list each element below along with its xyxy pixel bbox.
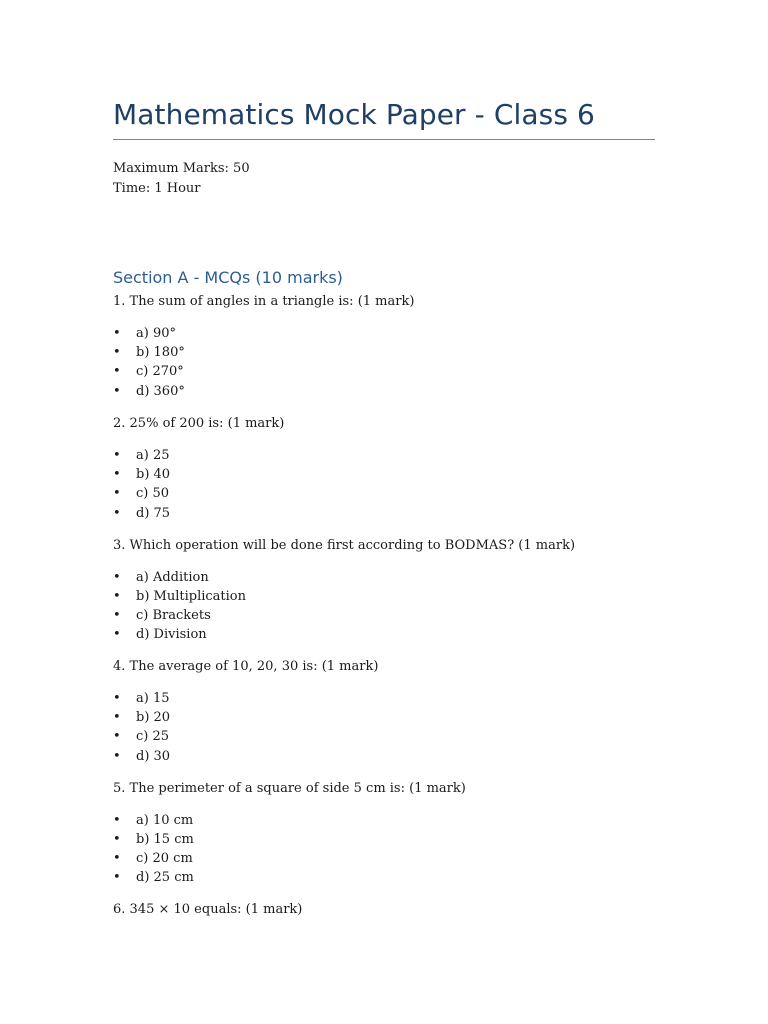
bullet-icon: • (113, 813, 121, 828)
page-title: Mathematics Mock Paper - Class 6 (113, 98, 595, 131)
option-label: a) Addition (136, 570, 209, 585)
question-3: 3. Which operation will be done first according to BODMAS? (1 mark) (113, 538, 576, 553)
option-label: b) 40 (136, 467, 171, 482)
bullet-icon: • (113, 364, 121, 379)
option-label: d) 30 (136, 749, 171, 764)
bullet-icon: • (113, 832, 121, 847)
bullet-icon: • (113, 384, 121, 399)
bullet-icon: • (113, 608, 121, 623)
section-a-heading: Section A - MCQs (10 marks) (113, 268, 343, 287)
option-label: a) 15 (136, 691, 170, 706)
option-label: a) 25 (136, 448, 170, 463)
bullet-icon: • (113, 486, 121, 501)
option-label: c) 20 cm (136, 851, 193, 866)
max-marks-line: Maximum Marks: 50 (113, 161, 250, 176)
option-label: a) 90° (136, 326, 176, 341)
bullet-icon: • (113, 448, 121, 463)
bullet-icon: • (113, 710, 121, 725)
bullet-icon: • (113, 326, 121, 341)
option-label: b) Multiplication (136, 589, 246, 604)
bullet-icon: • (113, 691, 121, 706)
option-label: b) 20 (136, 710, 171, 725)
title-divider (113, 139, 655, 140)
option-label: d) Division (136, 627, 207, 642)
option-label: d) 75 (136, 506, 171, 521)
option-label: c) Brackets (136, 608, 211, 623)
question-5: 5. The perimeter of a square of side 5 cm is: (1 mark) (113, 781, 466, 796)
bullet-icon: • (113, 589, 121, 604)
option-label: c) 270° (136, 364, 184, 379)
option-label: a) 10 cm (136, 813, 194, 828)
bullet-icon: • (113, 570, 121, 585)
option-label: b) 180° (136, 345, 185, 360)
option-label: c) 50 (136, 486, 170, 501)
bullet-icon: • (113, 506, 121, 521)
option-label: b) 15 cm (136, 832, 194, 847)
time-line: Time: 1 Hour (113, 181, 201, 196)
bullet-icon: • (113, 729, 121, 744)
bullet-icon: • (113, 345, 121, 360)
bullet-icon: • (113, 749, 121, 764)
bullet-icon: • (113, 627, 121, 642)
bullet-icon: • (113, 870, 121, 885)
question-1: 1. The sum of angles in a triangle is: (1 mark) (113, 294, 415, 309)
bullet-icon: • (113, 851, 121, 866)
option-label: d) 25 cm (136, 870, 194, 885)
option-label: d) 360° (136, 384, 185, 399)
option-label: c) 25 (136, 729, 170, 744)
question-6: 6. 345 × 10 equals: (1 mark) (113, 902, 303, 917)
question-2: 2. 25% of 200 is: (1 mark) (113, 416, 285, 431)
bullet-icon: • (113, 467, 121, 482)
question-4: 4. The average of 10, 20, 30 is: (1 mark) (113, 659, 379, 674)
